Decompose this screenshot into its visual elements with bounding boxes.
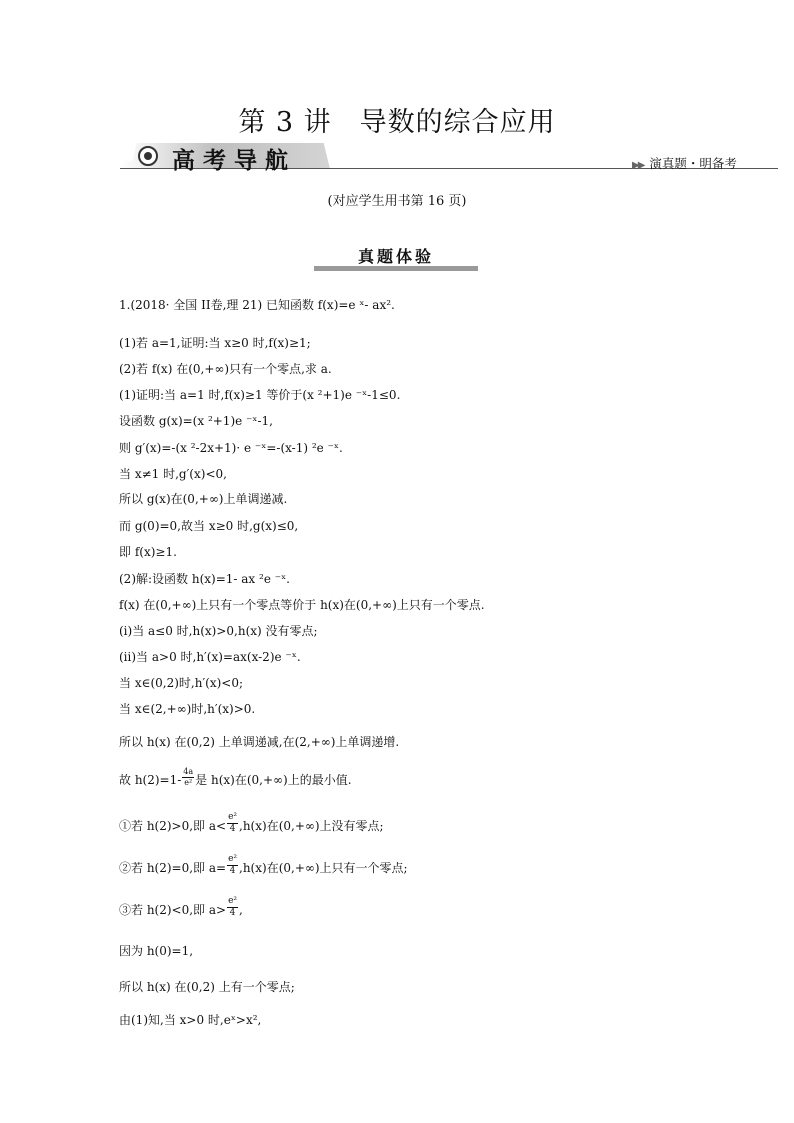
fraction-suffix: ,h(x)在(0,+∞)上只有一个零点;: [239, 861, 408, 875]
section-header: [314, 244, 478, 272]
solution-line: 当 x∈(0,2)时,h′(x)<0;: [119, 676, 244, 690]
target-icon: [138, 146, 158, 166]
section-title: 真题体验: [357, 247, 434, 266]
question-1: (1)若 a=1,证明:当 x≥0 时,f(x)≥1;: [119, 336, 311, 350]
solution-line: 当 x≠1 时,g′(x)<0,: [119, 467, 227, 481]
fraction-suffix: ,: [239, 903, 243, 917]
fraction: [227, 855, 238, 876]
solution-line-fraction: [119, 896, 243, 921]
fraction-denominator: 4: [229, 824, 236, 834]
fraction: [227, 897, 238, 918]
solution-line-fraction: [119, 812, 384, 837]
fraction-numerator: e²: [228, 812, 238, 822]
header-note-text: 演真题・明备考: [649, 156, 737, 171]
banner-heading: 高考导航: [172, 148, 296, 174]
fraction-prefix: 故 h(2)=1-: [119, 773, 182, 787]
fraction-numerator: e²: [228, 854, 238, 864]
fraction-numerator: 4a: [183, 767, 194, 776]
fraction-prefix: ③若 h(2)<0,即 a>: [119, 903, 227, 917]
book-reference: (对应学生用书第 16 页): [327, 194, 467, 209]
solution-line: 所以 g(x)在(0,+∞)上单调递减.: [119, 492, 288, 506]
solution-line: 即 f(x)≥1.: [119, 545, 177, 559]
solution-line: (1)证明:当 a=1 时,f(x)≥1 等价于(x ²+1)e ⁻ˣ-1≤0.: [119, 388, 401, 402]
solution-line: f(x) 在(0,+∞)上只有一个零点等价于 h(x)在(0,+∞)上只有一个零点.: [119, 598, 485, 612]
fraction-numerator: e²: [228, 896, 238, 906]
solution-line: (ⅱ)当 a>0 时,h′(x)=ax(x-2)e ⁻ˣ.: [119, 650, 301, 664]
solution-line: 所以 h(x) 在(0,2) 上有一个零点;: [119, 980, 295, 994]
solution-line: (ⅰ)当 a≤0 时,h(x)>0,h(x) 没有零点;: [119, 624, 318, 638]
solution-line: 设函数 g(x)=(x ²+1)e ⁻ˣ-1,: [119, 414, 273, 428]
fraction-denominator: e²: [184, 778, 193, 787]
fraction-suffix: 是 h(x)在(0,+∞)上的最小值.: [195, 773, 352, 787]
header-note: [632, 154, 737, 172]
fraction: [182, 768, 194, 787]
fraction: [227, 813, 238, 834]
solution-line-fraction: [119, 854, 408, 879]
fraction-denominator: 4: [229, 908, 236, 918]
solution-line: 因为 h(0)=1,: [119, 944, 194, 958]
fraction-denominator: 4: [229, 866, 236, 876]
fraction-suffix: ,h(x)在(0,+∞)上没有零点;: [239, 819, 384, 833]
solution-line-fraction: [119, 767, 352, 790]
problem-stem: 1.(2018· 全国 II卷,理 21) 已知函数 f(x)=e ˣ- ax².: [119, 298, 395, 312]
solution-line: 而 g(0)=0,故当 x≥0 时,g(x)≤0,: [119, 519, 299, 533]
solution-line: 由(1)知,当 x>0 时,eˣ>x²,: [119, 1013, 262, 1027]
page-title: 第 3 讲 导数的综合应用: [238, 107, 556, 138]
fraction-prefix: ②若 h(2)=0,即 a=: [119, 861, 227, 875]
double-arrow-icon: ▶▶: [632, 160, 644, 171]
solution-line: 所以 h(x) 在(0,2) 上单调递减,在(2,+∞)上单调递增.: [119, 735, 400, 749]
solution-line: 当 x∈(2,+∞)时,h′(x)>0.: [119, 702, 256, 716]
solution-line: (2)解:设函数 h(x)=1- ax ²e ⁻ˣ.: [119, 572, 290, 586]
fraction-prefix: ①若 h(2)>0,即 a<: [119, 819, 227, 833]
question-2: (2)若 f(x) 在(0,+∞)只有一个零点,求 a.: [119, 362, 332, 376]
solution-line: 则 g′(x)=-(x ²-2x+1)· e ⁻ˣ=-(x-1) ²e ⁻ˣ.: [119, 441, 343, 455]
